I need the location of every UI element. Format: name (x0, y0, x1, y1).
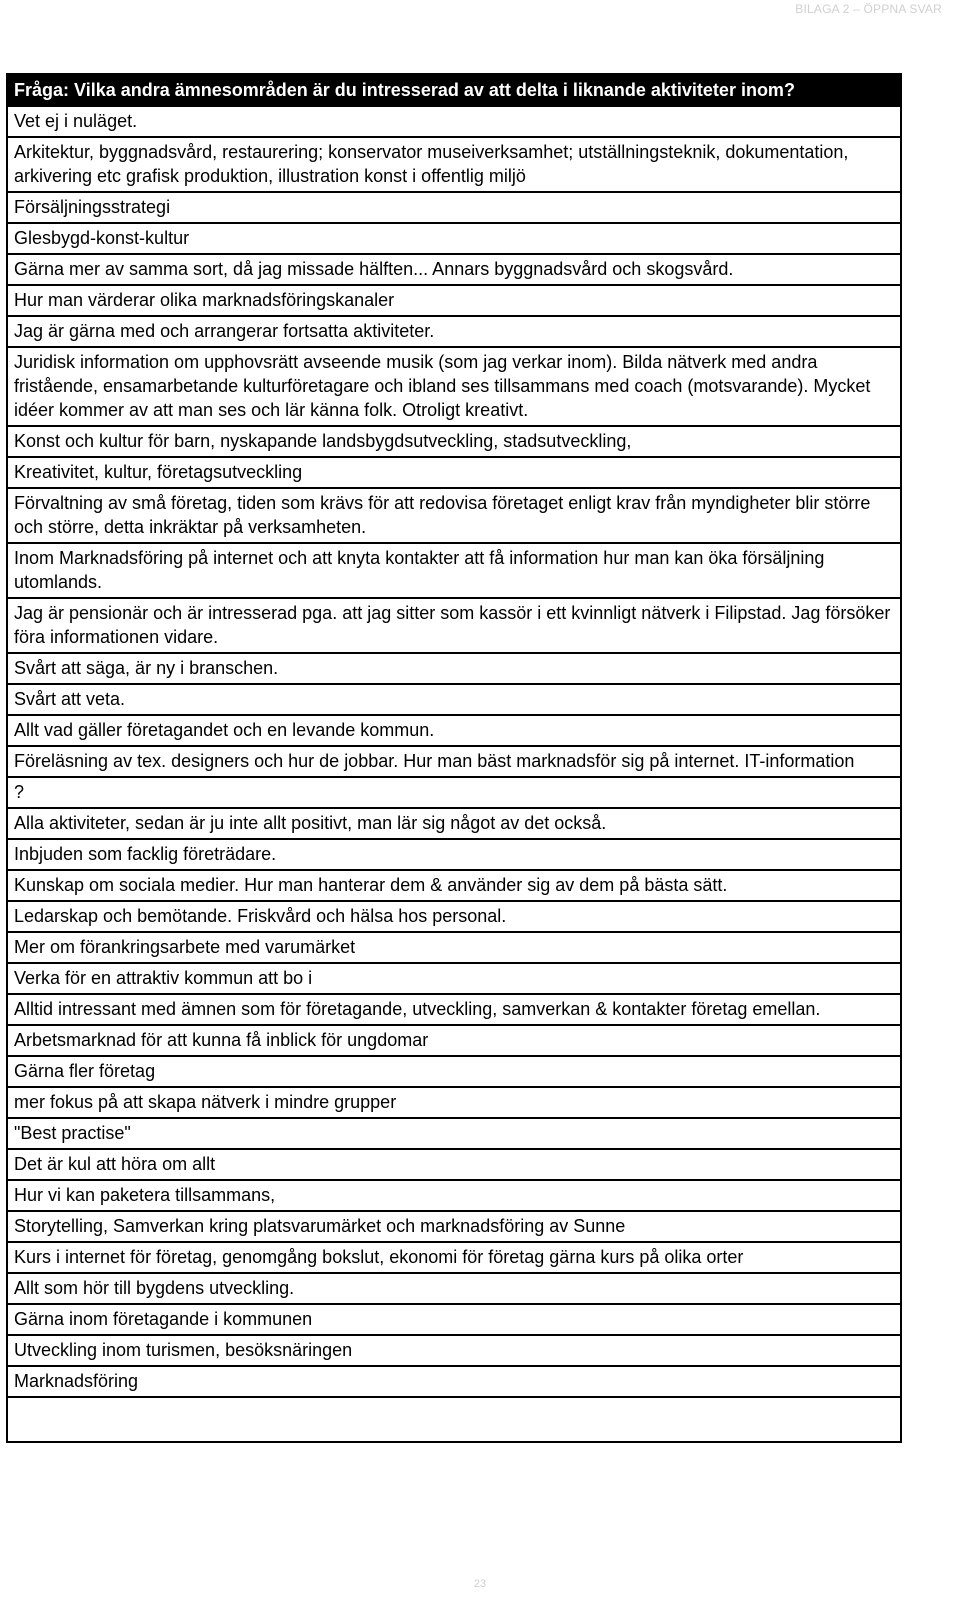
answer-text: Allt vad gäller företagandet och en levande kommun. (7, 715, 901, 746)
answer-text: Hur vi kan paketera tillsammans, (7, 1180, 901, 1211)
answer-row (7, 1180, 901, 1211)
answer-text: Kurs i internet för företag, genomgång bokslut, ekonomi för företag gärna kurs på olika orter (7, 1242, 901, 1273)
answer-text: Alla aktiviteter, sedan är ju inte allt positivt, man lär sig något av det också. (7, 808, 901, 839)
answer-text: Inom Marknadsföring på internet och att knyta kontakter att få information hur man kan öka försäljning utomlands. (7, 543, 901, 598)
answer-text: "Best practise" (7, 1118, 901, 1149)
answer-row (7, 901, 901, 932)
answer-row (7, 1056, 901, 1087)
answer-row (7, 1087, 901, 1118)
answer-text: Det är kul att höra om allt (7, 1149, 901, 1180)
answer-row (7, 746, 901, 777)
answer-row (7, 543, 901, 598)
empty-cell (7, 1397, 901, 1442)
answer-text: Förvaltning av små företag, tiden som krävs för att redovisa företaget enligt krav från myndigheter blir större och större, detta inkräktar på verksamheten. (7, 488, 901, 543)
answer-text: Jag är pensionär och är intresserad pga. att jag sitter som kassör i ett kvinnligt nätverk i Filipstad. Jag försöker föra informationen vidare. (7, 598, 901, 653)
answer-text: Allt som hör till bygdens utveckling. (7, 1273, 901, 1304)
answer-row (7, 1025, 901, 1056)
answer-text: Kunskap om sociala medier. Hur man hanterar dem & använder sig av dem på bästa sätt. (7, 870, 901, 901)
answer-row (7, 1273, 901, 1304)
answer-text: Försäljningsstrategi (7, 192, 901, 223)
answer-text: Svårt att veta. (7, 684, 901, 715)
answer-row (7, 488, 901, 543)
answer-text: Juridisk information om upphovsrätt avseende musik (som jag verkar inom). Bilda nätverk med andra fristående, ensamarbetande kulturföretagare och ibland ses tillsammans med coach (motsvarande). Mycket idéer kommer av att man ses och lär känna folk. Otroligt kreativt. (7, 347, 901, 426)
answer-text: Konst och kultur för barn, nyskapande landsbygdsutveckling, stadsutveckling, (7, 426, 901, 457)
answer-row (7, 1366, 901, 1397)
answer-row (7, 347, 901, 426)
answer-row (7, 192, 901, 223)
answer-row (7, 598, 901, 653)
appendix-header: BILAGA 2 – ÖPPNA SVAR (795, 2, 942, 16)
question-row (7, 74, 901, 106)
answer-row (7, 932, 901, 963)
answer-text: Alltid intressant med ämnen som för företagande, utveckling, samverkan & kontakter företag emellan. (7, 994, 901, 1025)
answer-row (7, 994, 901, 1025)
answer-row (7, 254, 901, 285)
answer-row (7, 777, 901, 808)
answer-row (7, 870, 901, 901)
answer-row (7, 1149, 901, 1180)
answer-row (7, 684, 901, 715)
answer-text: Gärna fler företag (7, 1056, 901, 1087)
answer-row (7, 1211, 901, 1242)
answer-text: Jag är gärna med och arrangerar fortsatta aktiviteter. (7, 316, 901, 347)
answer-text: Inbjuden som facklig företrädare. (7, 839, 901, 870)
answer-row (7, 316, 901, 347)
answer-text: Kreativitet, kultur, företagsutveckling (7, 457, 901, 488)
answers-table (6, 73, 902, 1443)
question-text: Fråga: Vilka andra ämnesområden är du intresserad av att delta i liknande aktiviteter inom? (7, 74, 901, 106)
answer-text: ? (7, 777, 901, 808)
answer-row (7, 963, 901, 994)
answer-text: Gärna inom företagande i kommunen (7, 1304, 901, 1335)
answer-row (7, 426, 901, 457)
answer-row (7, 1118, 901, 1149)
answer-text: Mer om förankringsarbete med varumärket (7, 932, 901, 963)
answer-row (7, 715, 901, 746)
answer-row (7, 457, 901, 488)
answer-row (7, 137, 901, 192)
answer-text: Föreläsning av tex. designers och hur de jobbar. Hur man bäst marknadsför sig på internet. IT-information (7, 746, 901, 777)
answer-row (7, 1242, 901, 1273)
page-number: 23 (473, 1578, 487, 1590)
answer-text: Arkitektur, byggnadsvård, restaurering; konservator museiverksamhet; utställningsteknik, dokumentation, arkivering etc grafisk produktion, illustration konst i offentlig miljö (7, 137, 901, 192)
answer-row (7, 653, 901, 684)
answer-text: mer fokus på att skapa nätverk i mindre grupper (7, 1087, 901, 1118)
answer-text: Svårt att säga, är ny i branschen. (7, 653, 901, 684)
answer-text: Hur man värderar olika marknadsföringskanaler (7, 285, 901, 316)
answer-row (7, 1335, 901, 1366)
answer-text: Verka för en attraktiv kommun att bo i (7, 963, 901, 994)
empty-row (7, 1397, 901, 1442)
answer-text: Ledarskap och bemötande. Friskvård och hälsa hos personal. (7, 901, 901, 932)
answer-text: Gärna mer av samma sort, då jag missade hälften... Annars byggnadsvård och skogsvård. (7, 254, 901, 285)
answer-row (7, 808, 901, 839)
answer-row (7, 223, 901, 254)
answer-text: Marknadsföring (7, 1366, 901, 1397)
answer-row (7, 285, 901, 316)
answer-text: Vet ej i nuläget. (7, 106, 901, 137)
answer-row (7, 106, 901, 137)
answer-row (7, 839, 901, 870)
answer-text: Arbetsmarknad för att kunna få inblick för ungdomar (7, 1025, 901, 1056)
answer-text: Storytelling, Samverkan kring platsvarumärket och marknadsföring av Sunne (7, 1211, 901, 1242)
answer-text: Utveckling inom turismen, besöksnäringen (7, 1335, 901, 1366)
answer-row (7, 1304, 901, 1335)
answer-text: Glesbygd-konst-kultur (7, 223, 901, 254)
